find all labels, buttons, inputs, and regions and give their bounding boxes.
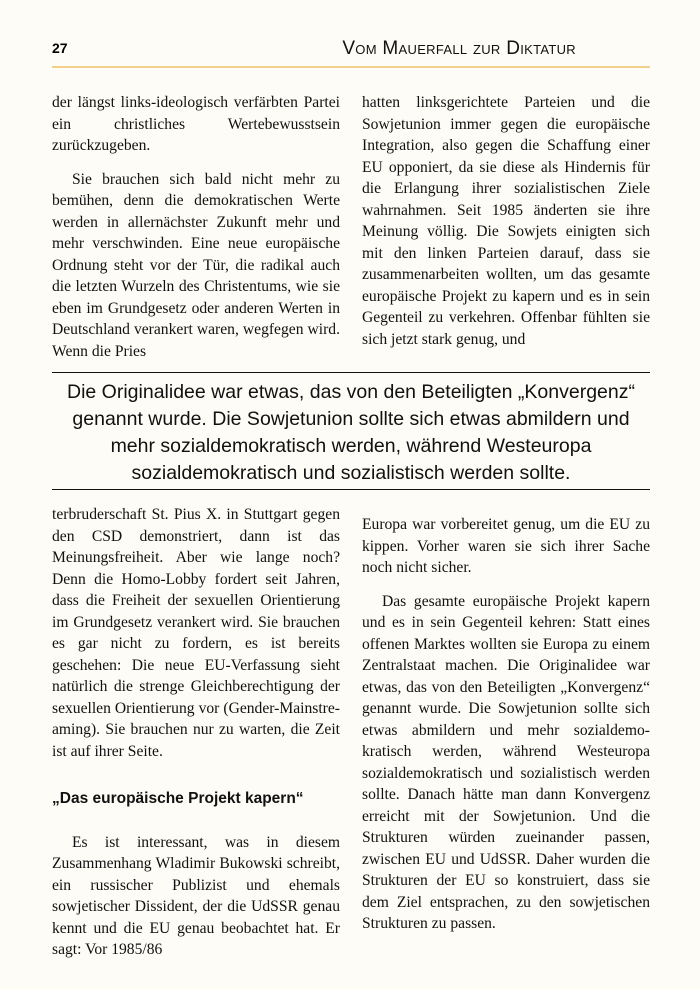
bottom-left-column — [52, 504, 340, 961]
pull-quote — [52, 372, 650, 490]
paragraph: Das gesamte europäische Projekt kapern und es in sein Gegenteil kehren: Statt eines offenen Marktes wollten sie Europa zu einem Zentralstaat machen. Die Originalidee war etwas, das von den Beteiligten „Konvergenz“ genannt wurde. Die Sowjetunion sollte sich etwas abmildern und mehr sozialdemokratisch werden, während Westeuropa sozialdemokratisch und sozialistisch werden sollte. Danach hätte man dann Konvergenz erreicht mit der Sowjetunion. Und die Strukturen würden zueinander passen, zwischen EU und UdSSR. Daher wurden die Strukturen der EU so konstruiert, dass sie dem Ziel entsprachen, zu den sowjetischen Strukturen zu passen. — [362, 592, 650, 932]
top-left-column — [52, 92, 340, 360]
paragraph: der längst links-ideologisch verfärbten Partei ein christliches Wertebewusstsein zurückzugeben. — [52, 94, 340, 154]
paragraph: Es ist interessant, was in diesem Zusammenhang Wladimir Bukowski schreibt, ein russischer Publizist und ehemals sowjetischer Dissident, der die UdSSR genau kennt und die EU genau beobachtet hat. Er sagt: Vor 1985/86 — [52, 833, 340, 958]
page-number: 27 — [52, 40, 68, 56]
pull-quote-text: Die Originalidee war etwas, das von den Beteiligten „Konvergenz“ genannt wurde. Die Sowjetunion sollte sich etwas abmildern und mehr sozialdemokratisch werden, während Westeuropa sozialdemokratisch und sozialistisch werden sollte. — [67, 381, 635, 484]
paragraph: Sie brauchen sich bald nicht mehr zu bemühen, denn die demokratischen Werte werden in allernächster Zukunft mehr und mehr verschwinden. Eine neue europäische Ordnung steht vor der Tür, die radikal auch die letzten Wurzeln des Christentums, wie sie eben im Grundgesetz oder anderen Werten in Deutschland verankert waren, wegfegen wird. Wenn die Pries — [52, 170, 340, 360]
paragraph: terbruderschaft St. Pius X. in Stuttgart gegen den CSD demonstriert, dann ist das Meinungsfreiheit. Aber wie lange noch? Denn die Homo-Lobby fordert seit Jahren, dass die Freiheit der sexuellen Orientierung im Grundgesetz verankert wird. Sie brauchen es gar nicht zu fordern, es ist bereits geschehen: Die neue EU-Verfassung sieht natürlich die strenge Gleichberechtigung der sexuellen Orientierung vor (Gender-Mainstreaming). Sie brauchen nur zu warten, die Zeit ist auf ihrer Seite. — [52, 506, 340, 760]
top-right-column — [362, 92, 650, 354]
bottom-right-column — [362, 514, 650, 935]
paragraph: Europa war vorbereitet genug, um die EU zu kippen. Vorher waren sie sich ihrer Sache noch nicht sicher. — [362, 516, 650, 576]
paragraph: hatten linksgerichtete Parteien und die Sowjetunion immer gegen die europäische Integration, also gegen die Schaffung einer EU opponiert, da sie diese als Hindernis für die Erlangung ihrer sozialistischen Ziele wahrnahmen. Seit 1985 änderten sie ihre Meinung völlig. Die Sowjets einigten sich mit den linken Parteien darauf, dass sie zusammenarbeiten wollten, um das gesamte europäische Projekt zu kapern und es in sein Gegenteil zu verkehren. Offenbar fühlten sie sich jetzt stark genug, und — [362, 94, 650, 348]
page-header — [52, 38, 650, 68]
running-title: Vom Mauerfall zur Diktatur — [342, 38, 576, 59]
section-heading: „Das europäische Projekt kapern“ — [52, 790, 304, 807]
